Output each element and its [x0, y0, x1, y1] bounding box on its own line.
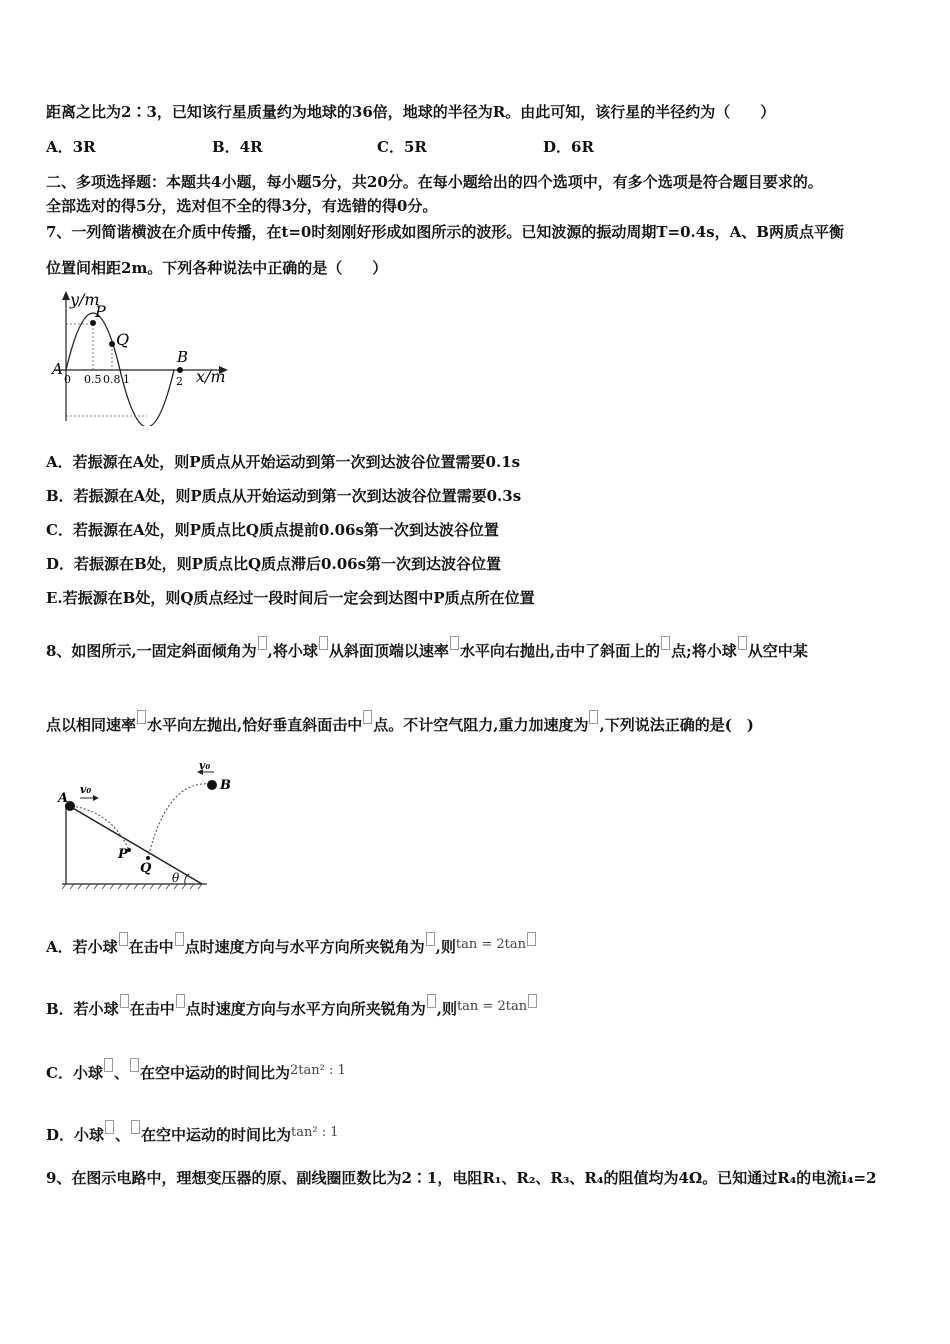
q8-option-d: D．小球 、 在空中运动的时间比为tan² : 1	[46, 1120, 339, 1145]
label-a: A	[52, 360, 63, 378]
tick-2: 2	[176, 375, 183, 388]
missing-glyph	[137, 710, 146, 724]
q7-option-e: E.若振源在B处，则Q质点经过一段时间后一定会到达图中P质点所在位置	[46, 589, 535, 607]
q7-option-c: C．若振源在A处，则P质点比Q质点提前0.06s第一次到达波谷位置	[46, 521, 499, 539]
q7-stem-line2: 位置间相距2m。下列各种说法中正确的是（ ）	[46, 259, 388, 277]
point-b	[177, 367, 183, 373]
q9-stem: 9、在图示电路中，理想变压器的原、副线圈匝数比为2∶1，电阻R₁、R₂、R₃、R₄的阻值均为4Ω。已知通过R₄的电流i₄=2	[46, 1169, 877, 1187]
formula: tan² : 1	[291, 1125, 339, 1140]
ball-b	[207, 780, 217, 790]
formula: tan = 2tan	[456, 999, 528, 1014]
missing-glyph	[363, 710, 372, 724]
q8-option-b: B．若小球 在击中 点时速度方向与水平方向所夹锐角为 ,则tan = 2tan	[46, 994, 538, 1019]
q6-option-b: B．4R	[212, 138, 263, 156]
label-p: P	[95, 302, 106, 321]
q6-stem: 距离之比为2∶3，已知该行星质量约为地球的36倍，地球的半径为R。由此可知，该行星的半径约为（ ）	[46, 103, 776, 121]
y-axis-label: y/m	[70, 290, 100, 309]
q8-stem-line1: 8、如图所示,一固定斜面倾角为 ,将小球 从斜面顶端以速率 水平向右抛出,击中了斜面上的 点;将小球 从空中某	[46, 636, 808, 661]
section2-line1: 二、多项选择题：本题共4小题，每小题5分，共20分。在每小题给出的四个选项中，有多个选项是符合题目要求的。	[46, 173, 823, 191]
q8-option-a: A．若小球 在击中 点时速度方向与水平方向所夹锐角为 ,则tan = 2tan	[46, 932, 537, 957]
q7-option-a: A．若振源在A处，则P质点从开始运动到第一次到达波谷位置需要0.1s	[46, 453, 521, 471]
missing-glyph	[589, 710, 598, 724]
label-v0-b: v₀	[199, 760, 211, 772]
label-v0-a: v₀	[80, 783, 92, 796]
q8-incline-figure	[52, 760, 252, 890]
point-q	[146, 856, 150, 860]
q6-option-c: C．5R	[377, 138, 427, 156]
q6-option-a: A．3R	[46, 138, 96, 156]
label-b: B	[177, 348, 189, 366]
tick-0-8: 0.8	[103, 373, 121, 386]
label-b: B	[220, 778, 231, 793]
label-q: Q	[140, 861, 152, 876]
label-a: A	[58, 791, 69, 806]
q8-option-c: C．小球 、 在空中运动的时间比为2tan² : 1	[46, 1058, 346, 1083]
q7-option-b: B．若振源在A处，则P质点从开始运动到第一次到达波谷位置需要0.3s	[46, 487, 522, 505]
missing-glyph	[319, 636, 328, 650]
point-q	[109, 341, 115, 347]
missing-glyph	[258, 636, 267, 650]
missing-glyph	[738, 636, 747, 650]
tick-1: 1	[123, 373, 130, 386]
label-q: Q	[116, 330, 130, 349]
q6-option-d: D．6R	[543, 138, 594, 156]
formula: 2tan² : 1	[289, 1063, 346, 1078]
tick-0-5: 0.5	[84, 373, 102, 386]
incline	[66, 804, 202, 884]
tick-0: 0	[64, 373, 71, 386]
section2-line2: 全部选对的得5分，选对但不全的得3分，有选错的得0分。	[46, 197, 438, 215]
label-p: P	[118, 847, 128, 862]
q7-wave-figure	[40, 286, 240, 426]
y-axis-arrow	[62, 291, 70, 300]
x-axis-label: x/m	[196, 367, 226, 386]
formula: tan = 2tan	[455, 937, 527, 952]
label-theta: θ	[172, 871, 180, 885]
trajectory-b	[148, 784, 210, 858]
missing-glyph	[450, 636, 459, 650]
q8-stem-line2: 点以相同速率 水平向左抛出,恰好垂直斜面击中 点。不计空气阻力,重力加速度为 ,下列说法正确的是( )	[46, 710, 754, 735]
missing-glyph	[661, 636, 670, 650]
q7-option-d: D．若振源在B处，则P质点比Q质点滞后0.06s第一次到达波谷位置	[46, 555, 502, 573]
q7-stem-line1: 7、一列简谐横波在介质中传播，在t=0时刻刚好形成如图所示的波形。已知波源的振动周期T=0.4s，A、B两质点平衡	[46, 223, 844, 241]
